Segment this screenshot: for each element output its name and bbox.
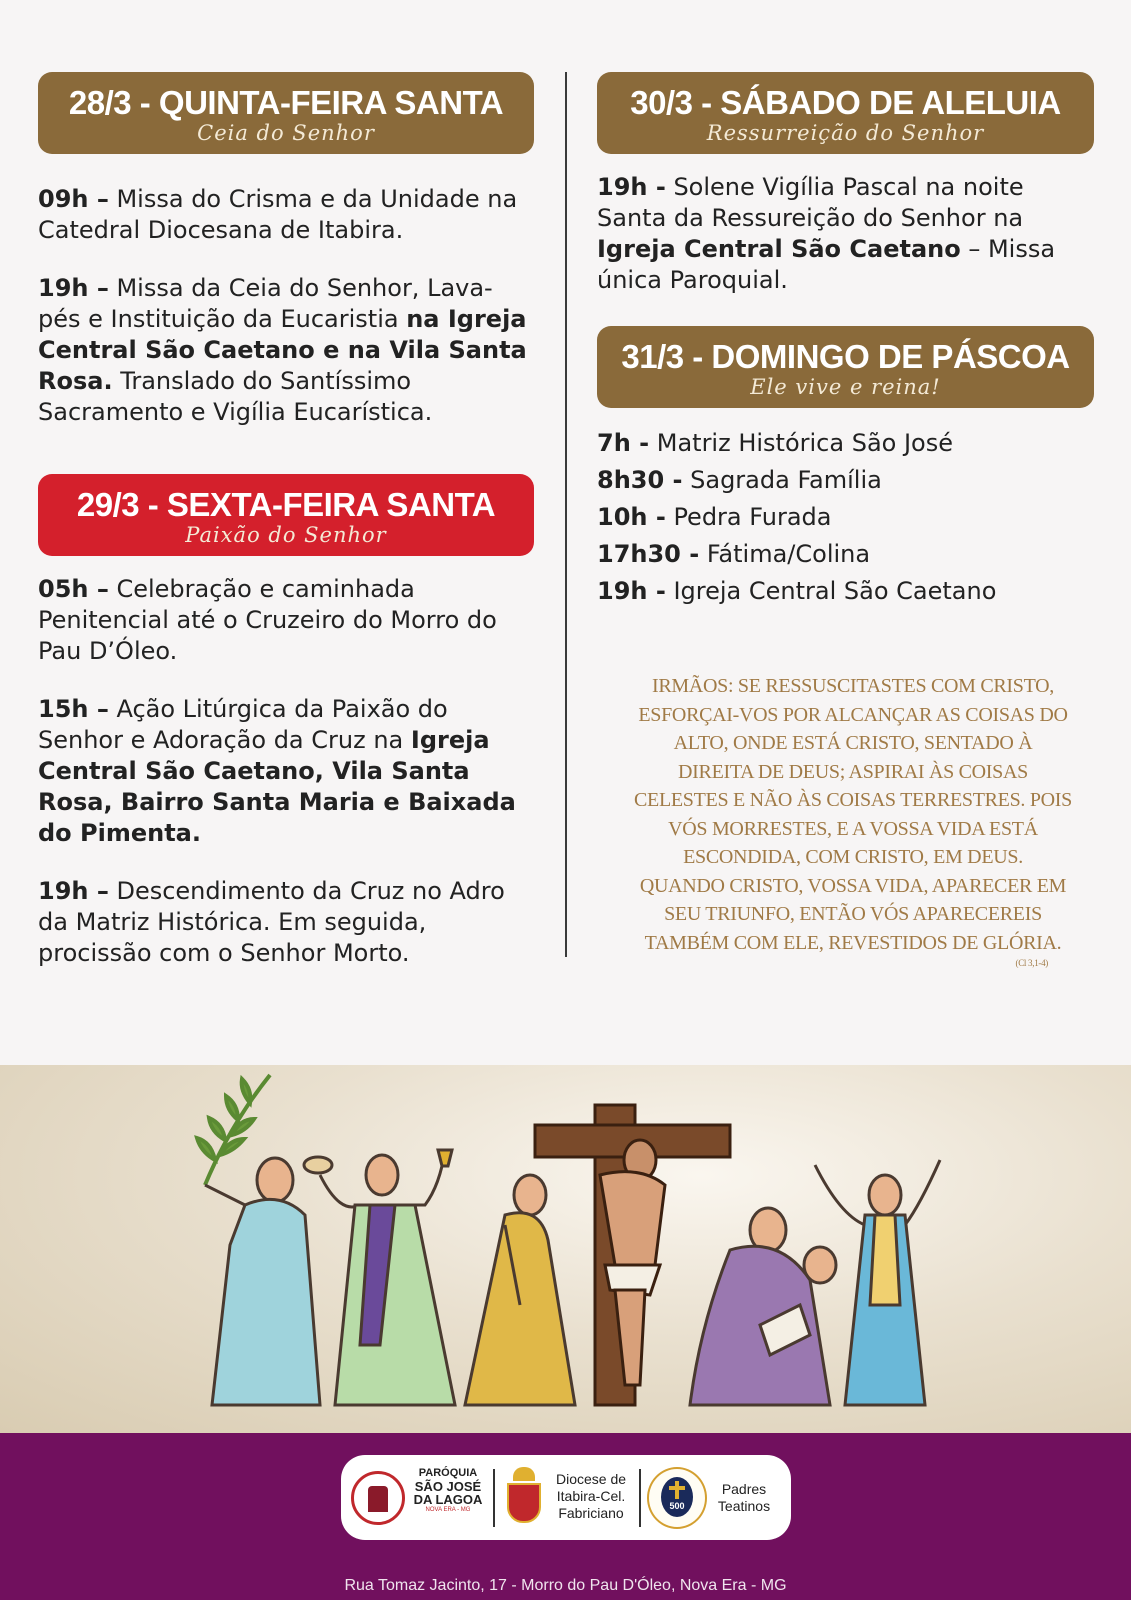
- logo-divider: [639, 1469, 641, 1527]
- logo-divider: [493, 1469, 495, 1527]
- parish-seal-icon: [351, 1471, 405, 1525]
- sunday-subtitle: Ele vive e reina!: [750, 375, 941, 399]
- address: Rua Tomaz Jacinto, 17 - Morro do Pau D'Óleo, Nova Era - MG: [344, 1577, 787, 1594]
- saturday-title: 30/3 - SÁBADO DE ALELUIA: [630, 84, 1061, 121]
- quote-reference: (Cl 3,1-4): [1015, 958, 1048, 968]
- quote-line: QUANDO CRISTO, VOSSA VIDA, APARECER EM: [639, 874, 1067, 897]
- friday-item-3: 19h – Descendimento da Cruz no Adro da Matriz Histórica. Em seguida, procissão com o Senhor Morto.: [38, 877, 505, 967]
- sunday-mass-item: 10h - Pedra Furada: [597, 503, 832, 531]
- thursday-subtitle: Ceia do Senhor: [197, 121, 375, 145]
- teatinos-name: Padres Teatinos: [717, 1481, 771, 1514]
- friday-item-2: 15h – Ação Litúrgica da Paixão do Senhor e Adoração da Cruz na Igreja Central São Caetano, Vila Santa Rosa, Bairro Santa Maria e Baixada do Pimenta.: [38, 695, 516, 847]
- sunday-mass-item: 7h - Matriz Histórica São José: [597, 429, 953, 457]
- figure-light-blue-robe: [815, 1160, 940, 1405]
- quote-line: ESFORÇAI-VOS POR ALCANÇAR AS COISAS DO: [638, 703, 1068, 726]
- diocese-name: Diocese de Itabira-Cel. Fabriciano: [555, 1471, 627, 1521]
- right-column: [597, 72, 1094, 610]
- figure-green-robe: [304, 1150, 455, 1405]
- figure-blue-robe: [205, 1158, 320, 1405]
- sunday-mass-item: 17h30 - Fátima/Colina: [597, 540, 871, 568]
- logos-panel: [341, 1455, 791, 1540]
- teatinos-seal-icon: 500: [647, 1467, 707, 1529]
- column-divider: [565, 72, 567, 957]
- sunday-mass-item: 8h30 - Sagrada Família: [597, 466, 882, 494]
- quote-line: TAMBÉM COM ELE, REVESTIDOS DE GLÓRIA.: [644, 931, 1062, 954]
- easter-illustration: [0, 1065, 1131, 1433]
- quote-line: DIREITA DE DEUS; ASPIRAI ÀS COISAS: [678, 760, 1028, 783]
- sunday-banner: [597, 326, 1094, 408]
- quote-line: IRMÃOS: SE RESSUSCITASTES COM CRISTO,: [651, 675, 1055, 697]
- parish-name: PARÓQUIA SÃO JOSÉ DA LAGOA NOVA ERA - MG: [413, 1467, 483, 1513]
- left-column: [38, 72, 534, 969]
- sunday-mass-item: 19h - Igreja Central São Caetano: [597, 577, 997, 605]
- saturday-item-1: 19h - Solene Vigília Pascal na noite Santa da Ressureição do Senhor na Igreja Central São Caetano – Missa única Paroquial.: [597, 173, 1056, 294]
- friday-title: 29/3 - SEXTA-FEIRA SANTA: [76, 486, 496, 523]
- bible-quote: [618, 672, 1088, 969]
- quote-line: VÓS MORRESTES, E A VOSSA VIDA ESTÁ: [668, 817, 1038, 840]
- quote-line: ALTO, ONDE ESTÁ CRISTO, SENTADO À: [673, 732, 1033, 754]
- figure-purple-robe: [690, 1208, 836, 1405]
- thursday-item-2: 19h – Missa da Ceia do Senhor, Lava-pés e Instituição da Eucaristia na Igreja Central São Caetano e na Vila Santa Rosa. Translado do Santíssimo Sacramento e Vigília Eucarística.: [38, 274, 527, 426]
- diocese-coat-of-arms-icon: [503, 1467, 545, 1529]
- quote-line: SEU TRIUNFO, ENTÃO VÓS APARECEREIS: [664, 903, 1042, 925]
- quote-line: ESCONDIDA, COM CRISTO, EM DEUS.: [683, 846, 1023, 868]
- thursday-title: 28/3 - QUINTA-FEIRA SANTA: [68, 84, 504, 121]
- friday-subtitle: Paixão do Senhor: [185, 523, 387, 547]
- friday-banner: [38, 474, 534, 556]
- sunday-title: 31/3 - DOMINGO DE PÁSCOA: [621, 338, 1070, 375]
- thursday-item-1: 09h – Missa do Crisma e da Unidade na Catedral Diocesana de Itabira.: [38, 185, 518, 244]
- figure-yellow-robe: [465, 1175, 575, 1405]
- thursday-banner: [38, 72, 534, 154]
- friday-item-1: 05h – Celebração e caminhada Penitencial até o Cruzeiro do Morro do Pau D’Óleo.: [38, 575, 497, 665]
- quote-line: CELESTES E NÃO ÀS COISAS TERRESTRES. POIS: [634, 789, 1072, 811]
- saturday-banner: [597, 72, 1094, 154]
- saturday-subtitle: Ressurreição do Senhor: [706, 121, 985, 145]
- sunday-mass-list: [597, 425, 1094, 610]
- illustration-figures: [0, 1065, 1131, 1433]
